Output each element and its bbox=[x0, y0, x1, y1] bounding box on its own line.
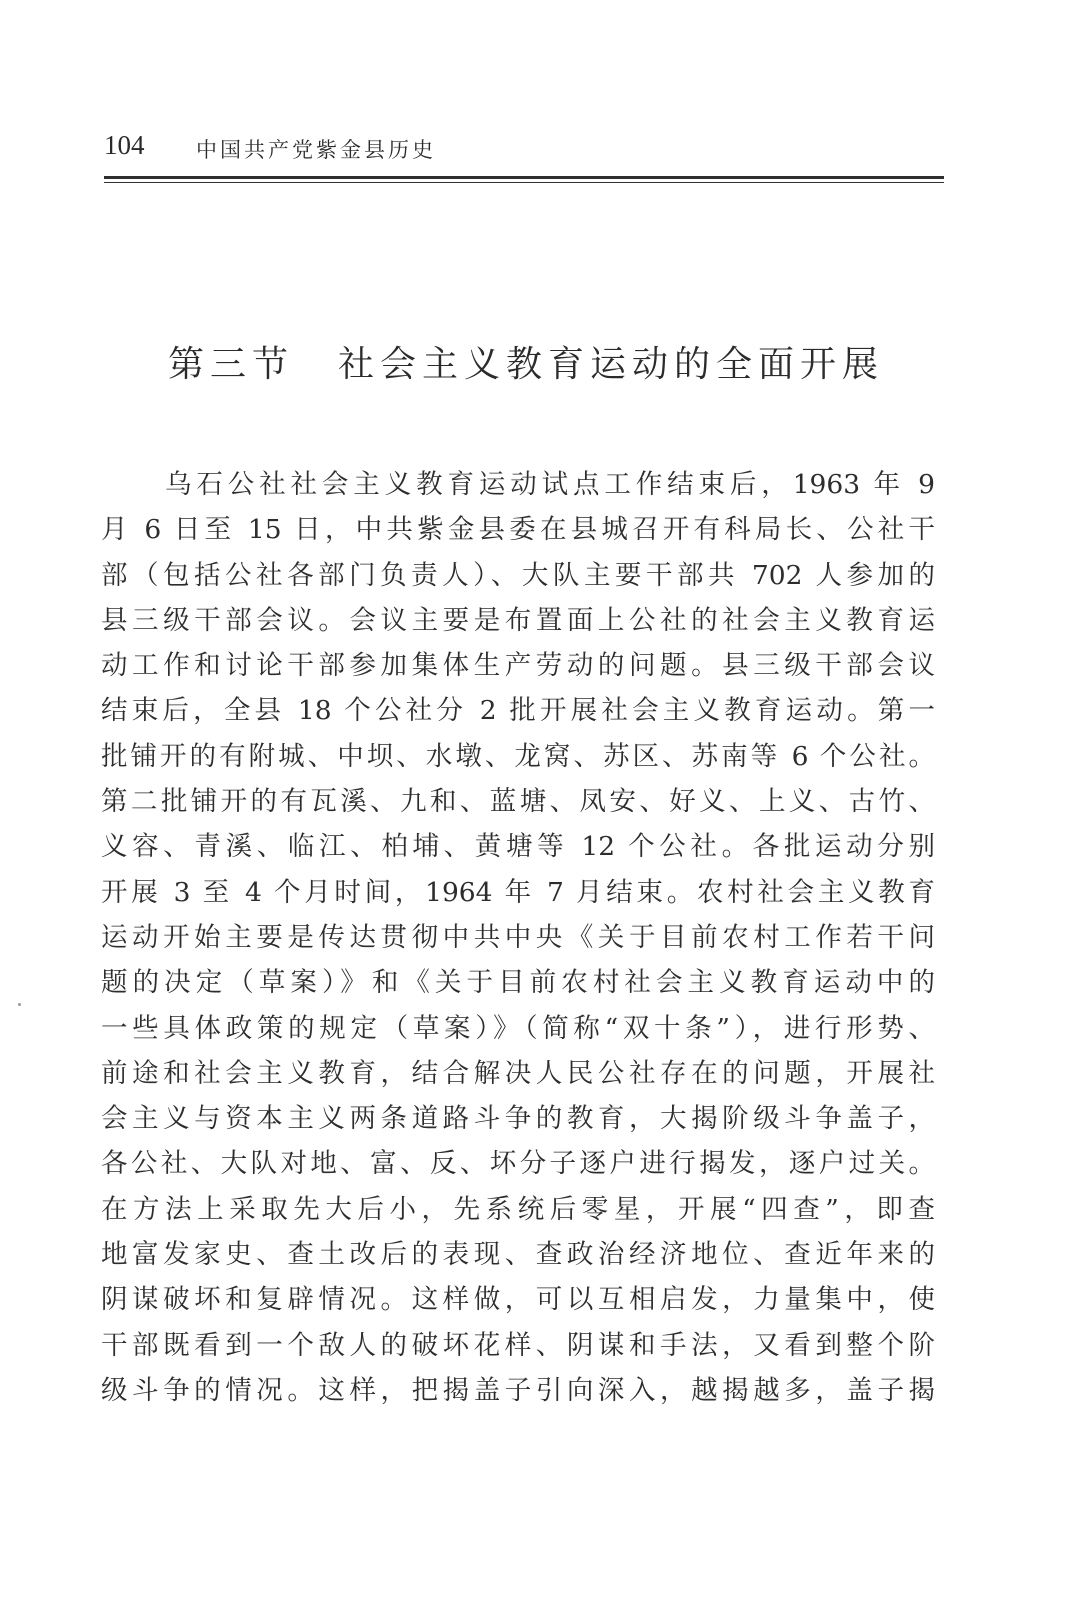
body-paragraph bbox=[101, 462, 935, 1413]
body-line: 前途和社会主义教育，结合解决人民公社存在的问题，开展社 bbox=[101, 1057, 935, 1089]
body-line: 义容、青溪、临江、柏埔、黄塘等 12 个公社。各批运动分别 bbox=[101, 831, 935, 863]
body-line: 会主义与资本主义两条道路斗争的教育，大揭阶级斗争盖子， bbox=[101, 1103, 935, 1135]
body-line: 地富发家史、查土改后的表现、查政治经济地位、查近年来的 bbox=[101, 1239, 935, 1271]
section-number: 第三节 bbox=[168, 344, 295, 385]
body-line: 乌石公社社会主义教育运动试点工作结束后，1963 年 9 bbox=[165, 469, 935, 500]
section-title: 社会主义教育运动的全面开展 bbox=[338, 344, 885, 385]
page-number: 104 bbox=[104, 130, 145, 160]
body-line: 县三级干部会议。会议主要是布置面上公社的社会主义教育运 bbox=[101, 604, 935, 636]
running-head bbox=[104, 130, 944, 170]
body-line: 批铺开的有附城、中坝、水墩、龙窝、苏区、苏南等 6 个公社。 bbox=[101, 740, 935, 772]
section-heading bbox=[168, 336, 948, 387]
body-line: 干部既看到一个敌人的破坏花样、阴谋和手法，又看到整个阶 bbox=[101, 1329, 935, 1361]
body-line: 一些具体政策的规定（草案）》（简称“双十条”），进行形势、 bbox=[101, 1012, 935, 1044]
body-line: 动工作和讨论干部参加集体生产劳动的问题。县三级干部会议 bbox=[101, 650, 935, 682]
body-line: 部（包括公社各部门负责人）、大队主要干部共 702 人参加的 bbox=[101, 559, 935, 591]
body-line: 月 6 日至 15 日，中共紫金县委在县城召开有科局长、公社干 bbox=[101, 514, 935, 546]
body-line: 阴谋破坏和复辟情况。这样做，可以互相启发，力量集中，使 bbox=[101, 1284, 935, 1316]
body-line: 开展 3 至 4 个月时间，1964 年 7 月结束。农村社会主义教育 bbox=[101, 876, 935, 908]
scan-speck bbox=[18, 1003, 21, 1006]
body-line: 各公社、大队对地、富、反、坏分子逐户进行揭发，逐户过关。 bbox=[101, 1148, 935, 1180]
header-rule-thin bbox=[104, 182, 944, 183]
book-title: 中国共产党紫金县历史 bbox=[196, 138, 436, 162]
body-line: 题的决定（草案）》和《关于目前农村社会主义教育运动中的 bbox=[101, 967, 935, 999]
body-line: 级斗争的情况。这样，把揭盖子引向深入，越揭越多，盖子揭 bbox=[101, 1374, 935, 1406]
header-rule-thick bbox=[104, 176, 944, 179]
body-line: 运动开始主要是传达贯彻中共中央《关于目前农村工作若干问 bbox=[101, 921, 935, 953]
body-line: 结束后，全县 18 个公社分 2 批开展社会主义教育运动。第一 bbox=[101, 695, 935, 727]
body-line: 第二批铺开的有瓦溪、九和、蓝塘、凤安、好义、上义、古竹、 bbox=[101, 786, 935, 818]
body-line: 在方法上采取先大后小，先系统后零星，开展“四查”，即查 bbox=[101, 1193, 935, 1225]
